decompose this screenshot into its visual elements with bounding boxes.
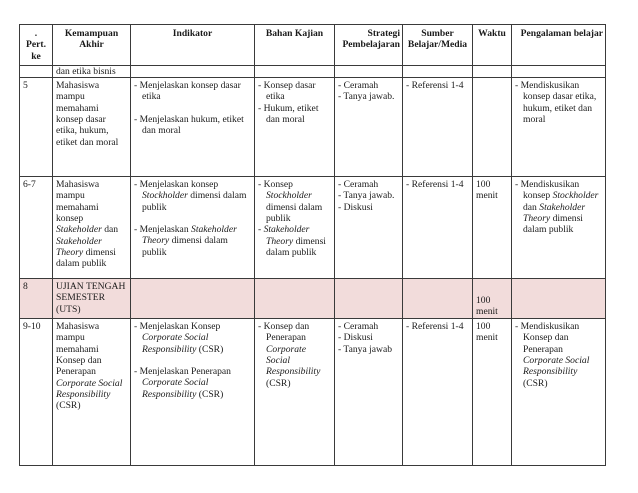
cell — [255, 65, 335, 77]
text-run: (CSR) — [196, 388, 224, 400]
cell — [512, 65, 606, 77]
row5-kemampuan-line: konsep dasar — [56, 114, 106, 126]
row5-strategi-item: - Ceramah — [338, 80, 379, 92]
cell — [403, 279, 473, 319]
row8-kemampuan — [53, 279, 131, 319]
cell — [335, 279, 403, 319]
text-run: dimensi dalam publik — [266, 201, 323, 225]
row67-sumber: - Referensi 1-4 — [403, 177, 473, 279]
text-run: - Mendiskusikan konsep — [515, 179, 580, 202]
header-pert-line1: Pert. — [26, 39, 46, 51]
row5-waktu — [473, 78, 512, 177]
italic-run: Corporate Social Responsibility — [142, 332, 209, 355]
text-run: (CSR) — [523, 377, 548, 389]
header-pert-line2: ke — [31, 50, 41, 62]
row67-waktu-unit: menit — [476, 190, 498, 202]
row67-kemampuan-line: Mahasiswa — [56, 179, 100, 191]
row67-kemampuan-line: mampu — [56, 190, 85, 202]
row910-kemampuan-line: memahami — [56, 343, 99, 355]
row67-pertemuan: 6-7 — [20, 177, 53, 279]
row67-kemampuan-line: dalam publik — [56, 258, 107, 270]
row910-pertemuan: 9-10 — [20, 319, 53, 466]
row8-waktu-unit: menit — [476, 305, 498, 317]
row67-bahan-item — [258, 179, 331, 224]
italic-run: Stakeholder Theory — [142, 224, 237, 247]
header-strategi-line2: Pembelajaran — [342, 39, 400, 51]
header-indikator: Indikator — [131, 25, 255, 66]
text-run: - Menjelaskan — [134, 224, 192, 236]
row910-strategi-item: - Diskusi — [338, 332, 373, 344]
text-run: - Konsep — [258, 179, 293, 191]
row5-pertemuan: 5 — [20, 78, 53, 177]
text-run: (CSR) — [266, 377, 291, 389]
row910-kemampuan — [53, 319, 131, 466]
row67-kemampuan-italic: Theory — [56, 246, 84, 258]
row910-kemampuan-line: mampu — [56, 332, 85, 344]
row5-pengalaman — [512, 78, 606, 177]
row910-kemampuan-line: Penerapan — [56, 366, 96, 378]
cell — [131, 65, 255, 77]
cell — [131, 279, 255, 319]
row67-kemampuan-text: dimensi — [83, 246, 116, 258]
row910-indikator-item — [134, 321, 251, 355]
cell — [512, 279, 606, 319]
row67-strategi — [335, 177, 403, 279]
row910-kemampuan-line: Mahasiswa — [56, 321, 100, 333]
italic-run: Stockholder — [266, 190, 312, 202]
row910-bahan-item — [258, 321, 331, 389]
row5-kemampuan — [53, 78, 131, 177]
header-strategi-line1: Strategi — [367, 28, 400, 39]
row67-waktu-value: 100 — [476, 179, 491, 191]
italic-run: Corporate Social Responsibility — [266, 343, 321, 378]
table-row-8-uts — [20, 279, 606, 319]
row67-kemampuan-line: memahami — [56, 201, 99, 213]
cell — [20, 65, 53, 77]
text-run: dimensi dalam publik — [523, 213, 583, 236]
row67-waktu — [473, 177, 512, 279]
row5-sumber: - Referensi 1-4 — [403, 78, 473, 177]
header-sumber-line2: Belajar/Media — [407, 39, 468, 51]
text-run: (CSR) — [196, 343, 224, 355]
header-row — [20, 25, 606, 66]
row910-strategi — [335, 319, 403, 466]
italic-run: Stockholder — [142, 190, 188, 202]
row67-kemampuan-italic: Stakeholder — [56, 235, 102, 247]
row910-bahan — [255, 319, 335, 466]
row5-bahan-item: - Hukum, etiket dan moral — [258, 102, 319, 126]
text-run: dan — [523, 201, 540, 213]
header-pert-dot: . — [34, 28, 38, 39]
text-run: - Konsep dan Penerapan — [258, 321, 310, 344]
row67-pengalaman — [512, 177, 606, 279]
row910-kemampuan-line: Konsep dan — [56, 355, 102, 367]
header-sumber — [403, 25, 473, 66]
rps-table — [19, 24, 606, 466]
row8-kemampuan-line: (UTS) — [56, 303, 81, 315]
row910-strategi-item: - Ceramah — [338, 321, 379, 333]
text-run: dimensi dalam publik — [142, 235, 228, 258]
row910-waktu-unit: menit — [476, 332, 498, 344]
italic-run: Stakeholder Theory — [523, 201, 586, 225]
row910-pengalaman-item — [515, 321, 602, 389]
row910-waktu-value: 100 — [476, 321, 491, 333]
row67-indikator-item — [134, 179, 251, 213]
row8-waktu-value: 100 — [476, 294, 491, 306]
header-bahan-kajian: Bahan Kajian — [255, 25, 335, 66]
row5-strategi — [335, 78, 403, 177]
row5-kemampuan-line: memahami — [56, 102, 99, 114]
text-run: dimensi dalam publik — [266, 235, 326, 258]
italic-run: Stockholder — [552, 190, 599, 202]
text-run: dimensi dalam publik — [142, 190, 247, 213]
row67-strategi-item: - Ceramah — [338, 179, 379, 191]
row5-bahan — [255, 78, 335, 177]
row67-bahan — [255, 177, 335, 279]
text-run: - Mendiskusikan Konsep dan Penerapan — [515, 321, 580, 355]
text-run: - Menjelaskan Konsep — [134, 321, 221, 333]
header-pertemuan — [20, 25, 53, 66]
row67-pengalaman-item — [515, 179, 602, 235]
row8-pertemuan: 8 — [20, 279, 53, 319]
row67-kemampuan — [53, 177, 131, 279]
table-row-6-7 — [20, 177, 606, 279]
row67-bahan-item — [258, 224, 331, 258]
italic-run: Corporate Social Responsibility — [142, 377, 209, 400]
row67-indikator — [131, 177, 255, 279]
italic-run: Stakeholder Theory — [263, 224, 310, 247]
header-kemampuan-line2: Akhir — [79, 39, 104, 51]
row910-pengalaman — [512, 319, 606, 466]
row5-strategi-item: - Tanya jawab. — [338, 91, 395, 103]
row5-kemampuan-line: etiket dan moral — [56, 136, 119, 148]
row67-kemampuan-line: konsep — [56, 213, 84, 225]
cell — [473, 65, 512, 77]
row910-indikator-item — [134, 366, 251, 400]
italic-run: Corporate Social Responsibility — [523, 355, 590, 378]
cell — [255, 279, 335, 319]
row910-kemampuan-line: (CSR) — [56, 400, 81, 412]
text-run: - Menjelaskan Penerapan — [134, 366, 231, 378]
header-strategi — [335, 25, 403, 66]
text-run: - — [258, 224, 264, 236]
header-kemampuan — [53, 25, 131, 66]
row8-waktu — [473, 279, 512, 319]
row67-strategi-item: - Tanya jawab. — [338, 190, 395, 202]
row910-kemampuan-italic: Corporate Social Responsibility — [56, 377, 123, 400]
header-kemampuan-line1: Kemampuan — [64, 28, 119, 39]
table-row-5 — [20, 78, 606, 177]
continuation-kemampuan: dan etika bisnis — [53, 65, 131, 77]
row910-indikator — [131, 319, 255, 466]
row8-kemampuan-line: UJIAN TENGAH — [56, 281, 126, 293]
row5-indikator — [131, 78, 255, 177]
header-pengalaman: Pengalaman belajar — [512, 25, 606, 66]
table-row-9-10 — [20, 319, 606, 466]
row5-indikator-item: - Menjelaskan konsep dasar etika — [134, 80, 241, 103]
row67-strategi-item: - Diskusi — [338, 201, 373, 213]
row67-indikator-item — [134, 224, 251, 258]
row8-kemampuan-line: SEMESTER — [56, 292, 106, 304]
row67-kemampuan-text: dan — [101, 224, 119, 236]
cell — [335, 65, 403, 77]
continuation-row — [20, 65, 606, 77]
row910-waktu — [473, 319, 512, 466]
row5-kemampuan-line: mampu — [56, 91, 85, 103]
row5-indikator-item: - Menjelaskan hukum, etiket dan moral — [134, 113, 244, 137]
row5-kemampuan-line: etika, hukum, — [56, 125, 109, 137]
cell — [403, 65, 473, 77]
text-run: - Menjelaskan konsep — [134, 179, 219, 191]
row67-kemampuan-italic: Stakeholder — [56, 224, 102, 236]
header-sumber-line1: Sumber — [421, 28, 454, 39]
row5-bahan-item: - Konsep dasar etika — [258, 80, 316, 103]
header-waktu: Waktu — [473, 25, 512, 66]
row5-pengalaman-item: - Mendiskusikan konsep dasar etika, hukum, etiket dan moral — [515, 80, 597, 126]
row910-sumber: - Referensi 1-4 — [403, 319, 473, 466]
row5-kemampuan-line: Mahasiswa — [56, 80, 100, 92]
row910-strategi-item: - Tanya jawab — [338, 343, 393, 355]
